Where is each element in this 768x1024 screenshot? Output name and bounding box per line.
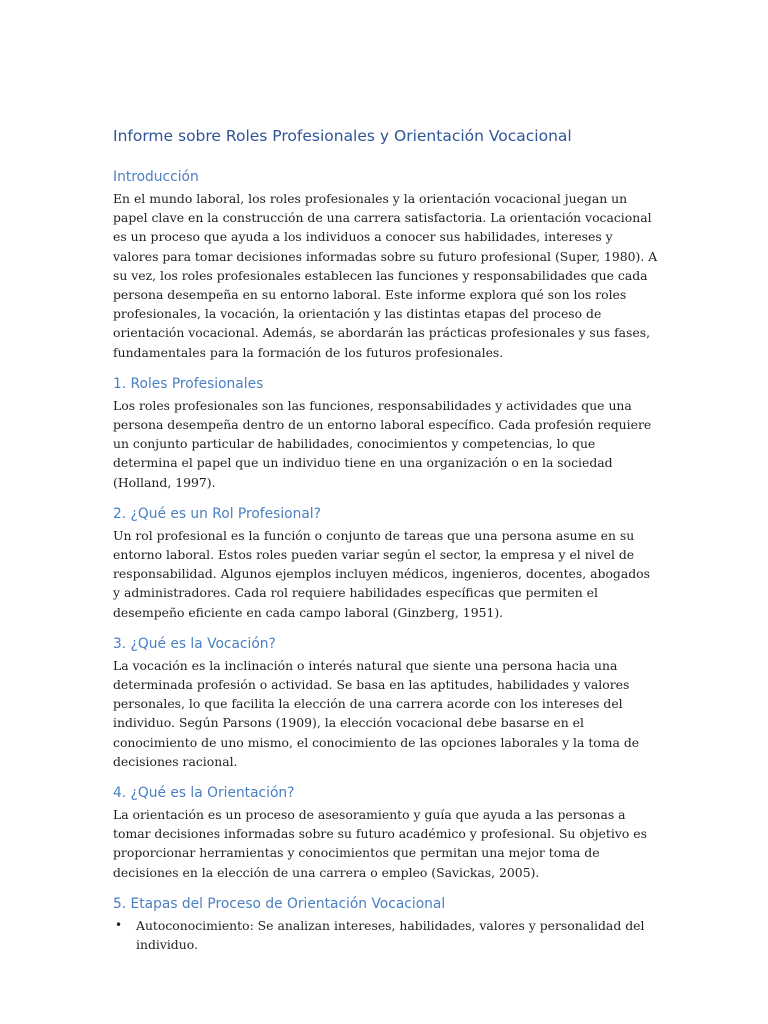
document-title: Informe sobre Roles Profesionales y Orientación Vocacional	[113, 127, 572, 145]
section-heading-introduccion: Introducción	[113, 169, 199, 185]
section-heading-rol-profesional: 2. ¿Qué es un Rol Profesional?	[113, 505, 321, 522]
section-body-vocacion: La vocación es la inclinación o interés natural que siente una persona hacia una determinada profesión o actividad. Se basa en las aptitudes, habilidades y valores personales, lo que facilita la elección de una carrera acorde con los intereses del individuo. Según Parsons (1909), la elección vocacional debe basarse en el conocimiento de uno mismo, el conocimiento de las opciones laborales y la toma de decisiones racional.	[113, 657, 640, 769]
section-heading-roles-profesionales: 1. Roles Profesionales	[113, 375, 264, 392]
list-item	[113, 916, 658, 954]
document-page	[113, 124, 658, 954]
section-body-rol-profesional: Un rol profesional es la función o conjunto de tareas que una persona asume en su entorno laboral. Estos roles pueden variar según el sector, la empresa y el nivel de responsabilidad. Algunos ejemplos incluyen médicos, ingenieros, docentes, abogados y administradores. Cada rol requiere habilidades específicas que permiten el desempeño eficiente en cada campo laboral (Ginzberg, 1951).	[113, 527, 650, 620]
section-heading-vocacion: 3. ¿Qué es la Vocación?	[113, 635, 276, 652]
section-heading-orientacion: 4. ¿Qué es la Orientación?	[113, 785, 295, 802]
list-item-text: Autoconocimiento: Se analizan intereses, habilidades, valores y personalidad del individuo.	[136, 917, 645, 953]
etapas-list	[113, 916, 658, 954]
bullet-icon: •	[115, 917, 123, 932]
section-body-orientacion: La orientación es un proceso de asesoramiento y guía que ayuda a las personas a tomar decisiones informadas sobre su futuro académico y profesional. Su objetivo es proporcionar herramientas y conocimientos que permitan una mejor toma de decisiones en la elección de una carrera o empleo (Savickas, 2005).	[113, 807, 647, 880]
section-body-roles-profesionales: Los roles profesionales son las funciones, responsabilidades y actividades que una persona desempeña dentro de un entorno laboral específico. Cada profesión requiere un conjunto particular de habilidades, conocimientos y competencias, lo que determina el papel que un individuo tiene en una organización o en la sociedad (Holland, 1997).	[113, 397, 652, 490]
section-body-introduccion: En el mundo laboral, los roles profesionales y la orientación vocacional juegan un papel clave en la construcción de una carrera satisfactoria. La orientación vocacional es un proceso que ayuda a los individuos a conocer sus habilidades, intereses y valores para tomar decisiones informadas sobre su futuro profesional (Super, 1980). A su vez, los roles profesionales establecen las funciones y responsabilidades que cada persona desempeña en su entorno laboral. Este informe explora qué son los roles profesionales, la vocación, la orientación y las distintas etapas del proceso de orientación vocacional. Además, se abordarán las prácticas profesionales y sus fases, fundamentales para la formación de los futuros profesionales.	[113, 191, 658, 360]
section-heading-etapas: 5. Etapas del Proceso de Orientación Vocacional	[113, 895, 446, 912]
